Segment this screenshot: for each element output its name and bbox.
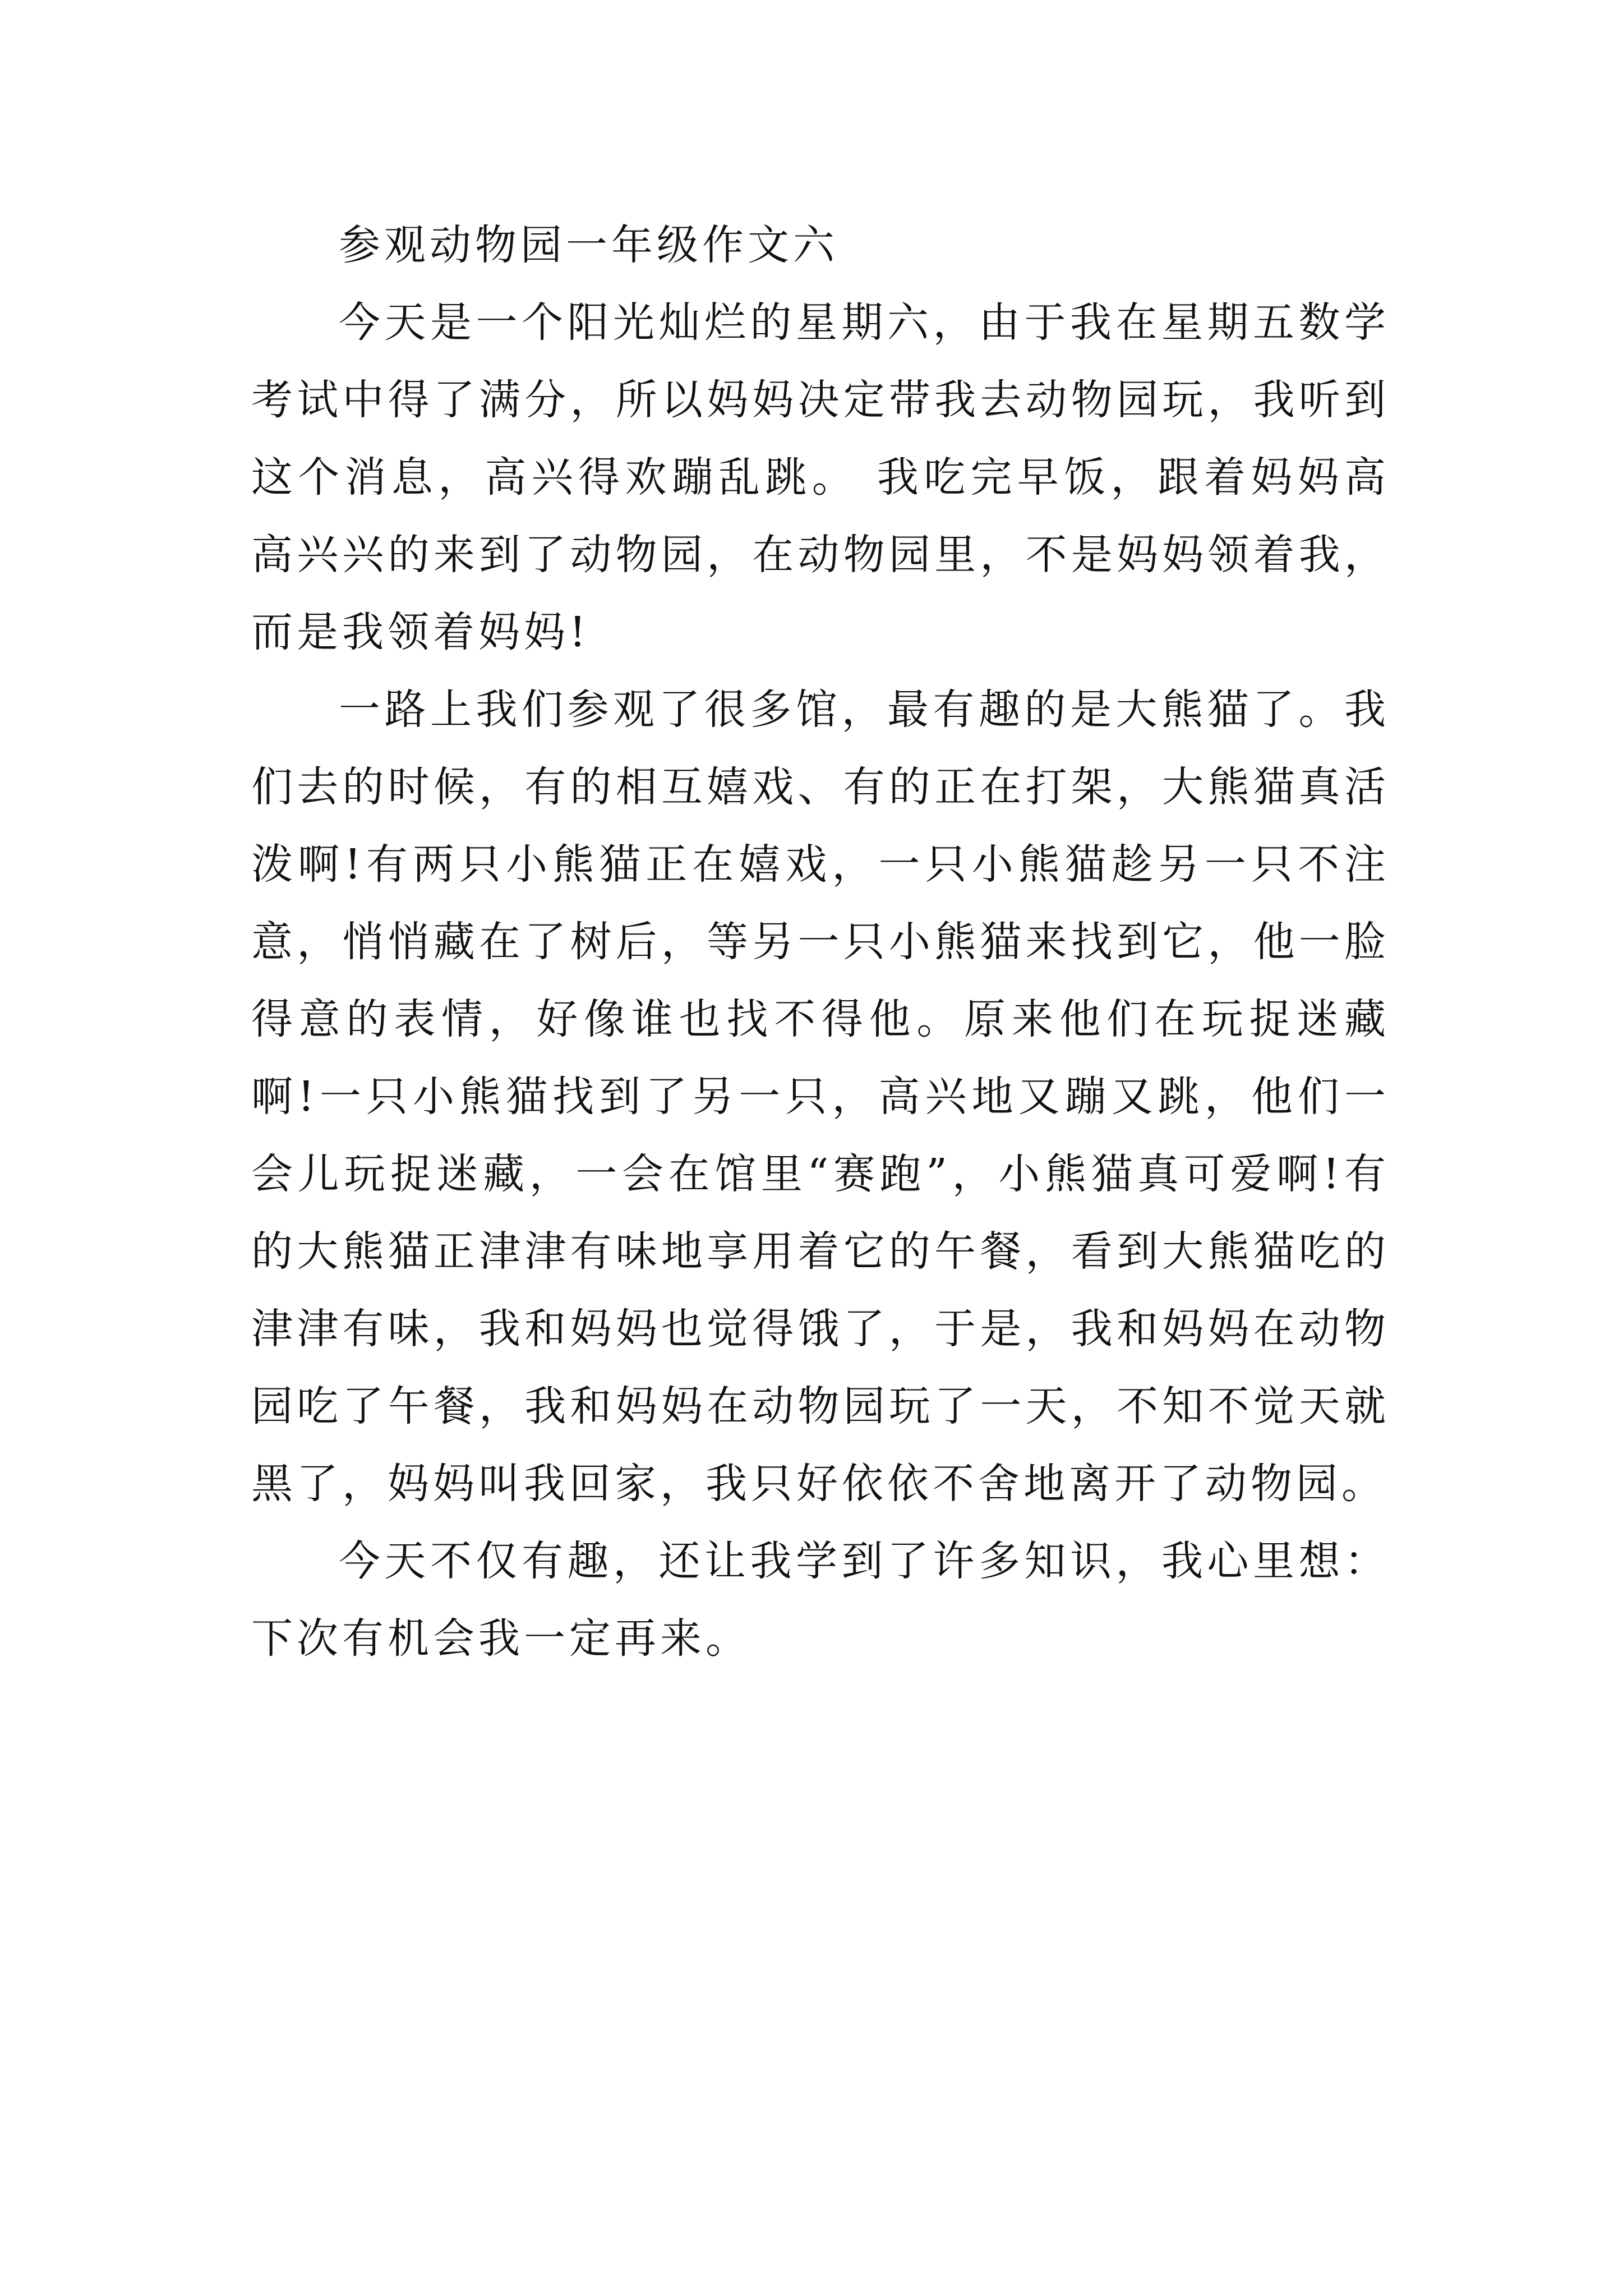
essay-title: 参观动物园一年级作文六 (339, 221, 838, 269)
paragraph-1: 今天是一个阳光灿烂的星期六，由于我在星期五数学考试中得了满分，所以妈妈决定带我去动物园玩，我听到这个消息，高兴得欢蹦乱跳。 我吃完早饭，跟着妈妈高高兴兴的来到了动物园，在动物园里，不是妈妈领着我，而是我领着妈妈! (251, 298, 1390, 656)
paragraph-3: 今天不仅有趣，还让我学到了许多知识，我心里想：下次有机会我一定再来。 (251, 1537, 1390, 1663)
essay-body (251, 206, 1390, 1677)
paragraph-2: 一路上我们参观了很多馆，最有趣的是大熊猫了。我们去的时候，有的相互嬉戏、有的正在打架，大熊猫真活泼啊!有两只小熊猫正在嬉戏，一只小熊猫趁另一只不注意，悄悄藏在了树后，等另一只小熊猫来找到它，他一脸得意的表情，好像谁也找不得他。原来他们在玩捉迷藏啊!一只小熊猫找到了另一只，高兴地又蹦又跳，他们一会儿玩捉迷藏，一会在馆里“赛跑”，小熊猫真可爱啊!有的大熊猫正津津有味地享用着它的午餐，看到大熊猫吃的津津有味，我和妈妈也觉得饿了，于是，我和妈妈在动物园吃了午餐，我和妈妈在动物园玩了一天，不知不觉天就黑了，妈妈叫我回家，我只好依依不舍地离开了动物园。 (251, 685, 1390, 1508)
